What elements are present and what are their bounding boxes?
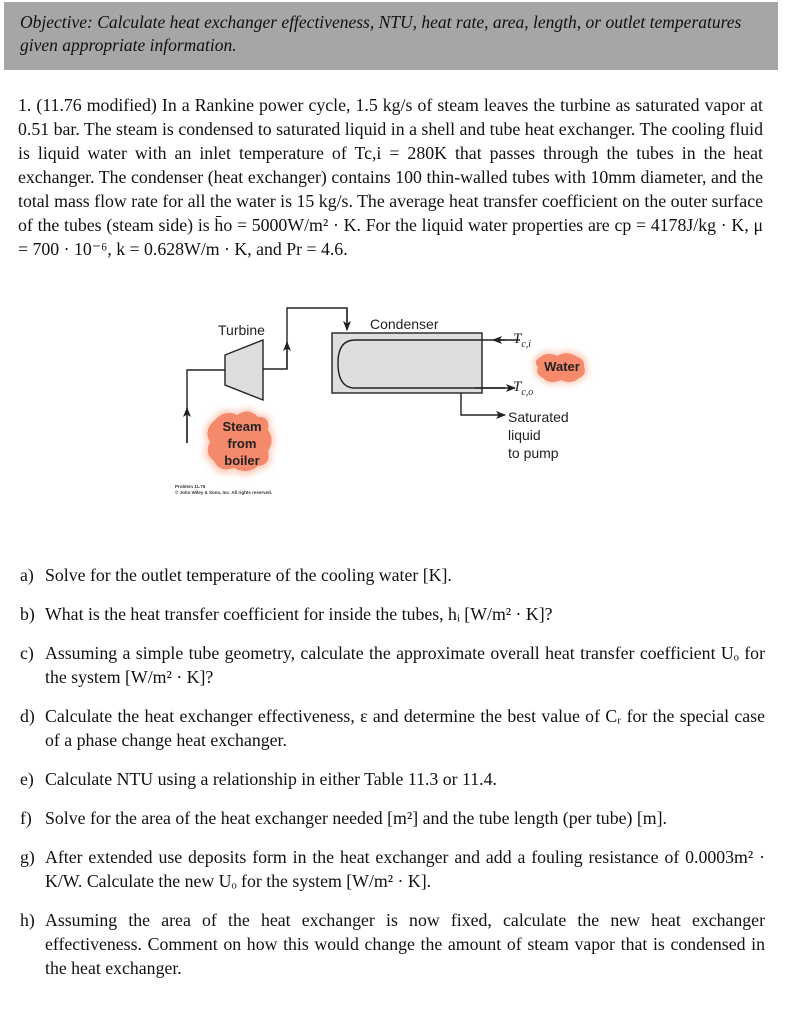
outflow-line bbox=[461, 393, 505, 415]
steam-cloud-label: Steam from boiler bbox=[222, 419, 262, 468]
problem-number: 1. bbox=[18, 95, 32, 115]
condenser-label: Condenser bbox=[370, 316, 439, 332]
question-list bbox=[20, 563, 765, 995]
problem-text: (11.76 modified) In a Rankine power cycle, 1.5 kg/s of steam leaves the turbine as saturated vapor at 0.51 bar. The steam is condensed to saturated liquid in a shell and tube heat exchanger. The cooling fluid is liquid water with an inlet temperature of Tc,i = 280K that passes through the tubes in the heat exchanger. The condenser (heat exchanger) contains 100 thin-walled tubes with 10mm diameter, and the total mass flow rate for all the water is 15 kg/s. The average heat transfer coefficient on the outer surface of the tubes (steam side) is h̄o = 5000W/m² · K. For the liquid water properties are cp = 4178J/kg · K, μ = 700 · 10⁻⁶, k = 0.628W/m · K, and Pr = 4.6. bbox=[18, 95, 763, 259]
outlet-temp-label: $T_{c,o}$ bbox=[513, 379, 534, 398]
condenser-shell bbox=[332, 333, 482, 393]
objective-box bbox=[4, 2, 778, 70]
question-h: h) Assuming the area of the heat exchanger is now fixed, calculate the new heat exchanger effectiveness. Comment on how this would change the amount of steam vapor that is condensed in the heat exchanger. bbox=[20, 910, 765, 978]
question-a: a) Solve for the outlet temperature of the cooling water [K]. bbox=[20, 565, 452, 585]
inlet-temp-label: $T_{c,i}$ bbox=[513, 331, 532, 350]
question-d: d) Calculate the heat exchanger effectiveness, ε and determine the best value of Cᵣ for the special case of a phase change heat exchanger. bbox=[20, 706, 765, 750]
question-e: e) Calculate NTU using a relationship in either Table 11.3 or 11.4. bbox=[20, 769, 497, 789]
question-c: c) Assuming a simple tube geometry, calculate the approximate overall heat transfer coefficient Uₒ for the system [W/m² · K]? bbox=[20, 643, 765, 687]
question-b: b) What is the heat transfer coefficient for inside the tubes, hᵢ [W/m² · K]? bbox=[20, 604, 553, 624]
condenser-diagram bbox=[175, 300, 605, 500]
problem-statement bbox=[18, 93, 763, 261]
turbine-label: Turbine bbox=[218, 322, 265, 338]
figure-credit: Problem 11.76 © John Wiley & Sons, Inc. All rights reserved. bbox=[175, 484, 273, 495]
turbine-shape bbox=[225, 340, 263, 400]
question-f: f) Solve for the area of the heat exchanger needed [m²] and the tube length (per tube) [m]. bbox=[20, 808, 667, 828]
objective-text: Objective: Calculate heat exchanger effectiveness, NTU, heat rate, area, length, or outlet temperatures given appropriate information. bbox=[20, 12, 742, 55]
water-cloud-label: Water bbox=[544, 359, 580, 374]
question-g: g) After extended use deposits form in the heat exchanger and add a fouling resistance of 0.0003m² · K/W. Calculate the new Uₒ for the system [W/m² · K]. bbox=[20, 847, 765, 891]
outflow-label: Saturated liquid to pump bbox=[508, 409, 569, 461]
